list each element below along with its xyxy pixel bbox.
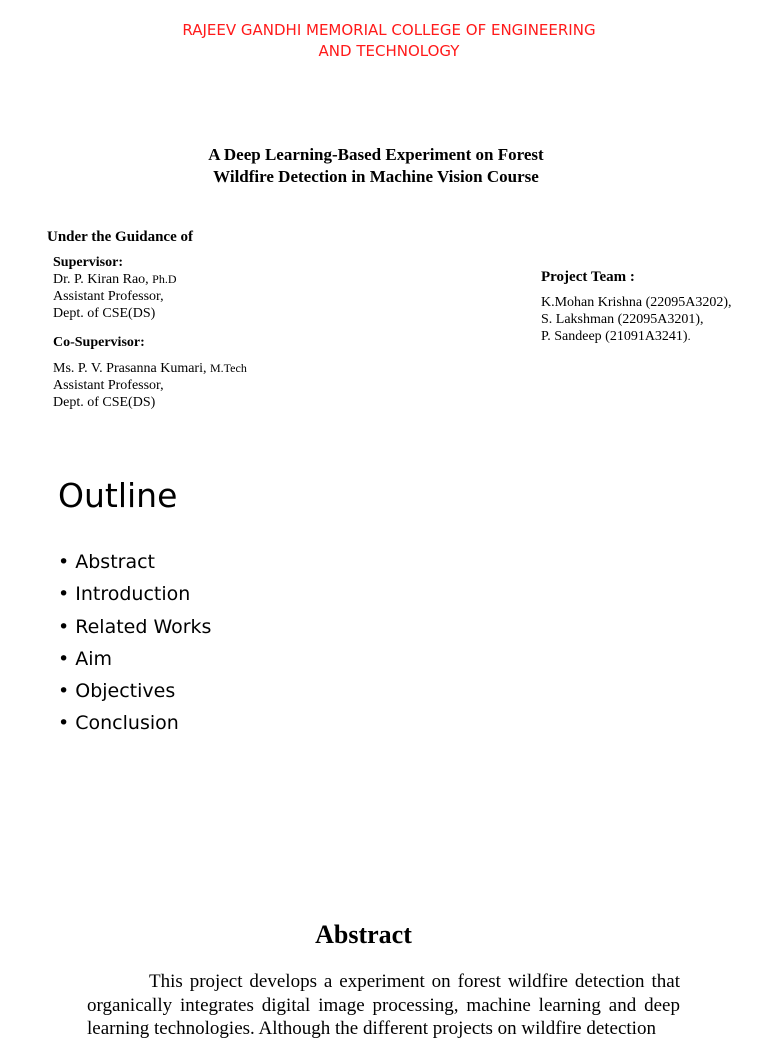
college-name-line1: RAJEEV GANDHI MEMORIAL COLLEGE OF ENGINEERING: [182, 21, 596, 39]
co-supervisor-name-line: [53, 360, 247, 377]
outline-list: [58, 546, 211, 740]
outline-item: • Abstract: [58, 546, 211, 578]
supervisor-dept: Dept. of CSE(DS): [53, 306, 156, 321]
supervisor-degree: Ph.D: [152, 272, 177, 286]
team-end-mark: .: [687, 329, 691, 343]
outline-item: • Introduction: [58, 578, 211, 610]
team-member: K.Mohan Krishna (22095A3202),: [541, 295, 732, 310]
project-title-line1: A Deep Learning-Based Experiment on Forest: [208, 145, 544, 164]
supervisor-name-line: [53, 271, 177, 288]
team-member: S. Lakshman (22095A3201),: [541, 312, 704, 327]
abstract-text: This project develops a experiment on forest wildfire detection that organically integrates digital image processing, machine learning and deep learning technologies. Although the different projects on wildfire detection: [87, 971, 680, 1039]
outline-item: • Objectives: [58, 675, 211, 707]
college-name: [0, 20, 768, 62]
supervisor-label: Supervisor:: [53, 255, 123, 270]
project-title-line2: Wildfire Detection in Machine Vision Course: [213, 167, 539, 186]
outline-item: • Aim: [58, 643, 211, 675]
team-member: P. Sandeep (21091A3241): [541, 329, 688, 344]
supervisor-name: Dr. P. Kiran Rao,: [53, 272, 149, 287]
co-supervisor-label: Co-Supervisor:: [53, 335, 145, 350]
abstract-title: Abstract: [315, 920, 412, 949]
team-member-last: [541, 328, 732, 345]
co-supervisor-name: Ms. P. V. Prasanna Kumari,: [53, 361, 207, 376]
supervisor-designation: Assistant Professor,: [53, 289, 164, 304]
outline-item: • Conclusion: [58, 707, 211, 739]
outline-title: Outline: [58, 476, 178, 515]
co-supervisor-block: [53, 360, 247, 411]
co-supervisor-designation: Assistant Professor,: [53, 378, 164, 393]
project-title: [0, 144, 752, 188]
project-team-label: Project Team :: [541, 269, 635, 285]
co-supervisor-dept: Dept. of CSE(DS): [53, 395, 156, 410]
project-team-list: [541, 294, 732, 345]
outline-item: • Related Works: [58, 611, 211, 643]
co-supervisor-degree: M.Tech: [210, 361, 247, 375]
college-name-line2: AND TECHNOLOGY: [318, 42, 460, 60]
guidance-heading: Under the Guidance of: [47, 229, 193, 245]
supervisor-block: [53, 254, 177, 322]
